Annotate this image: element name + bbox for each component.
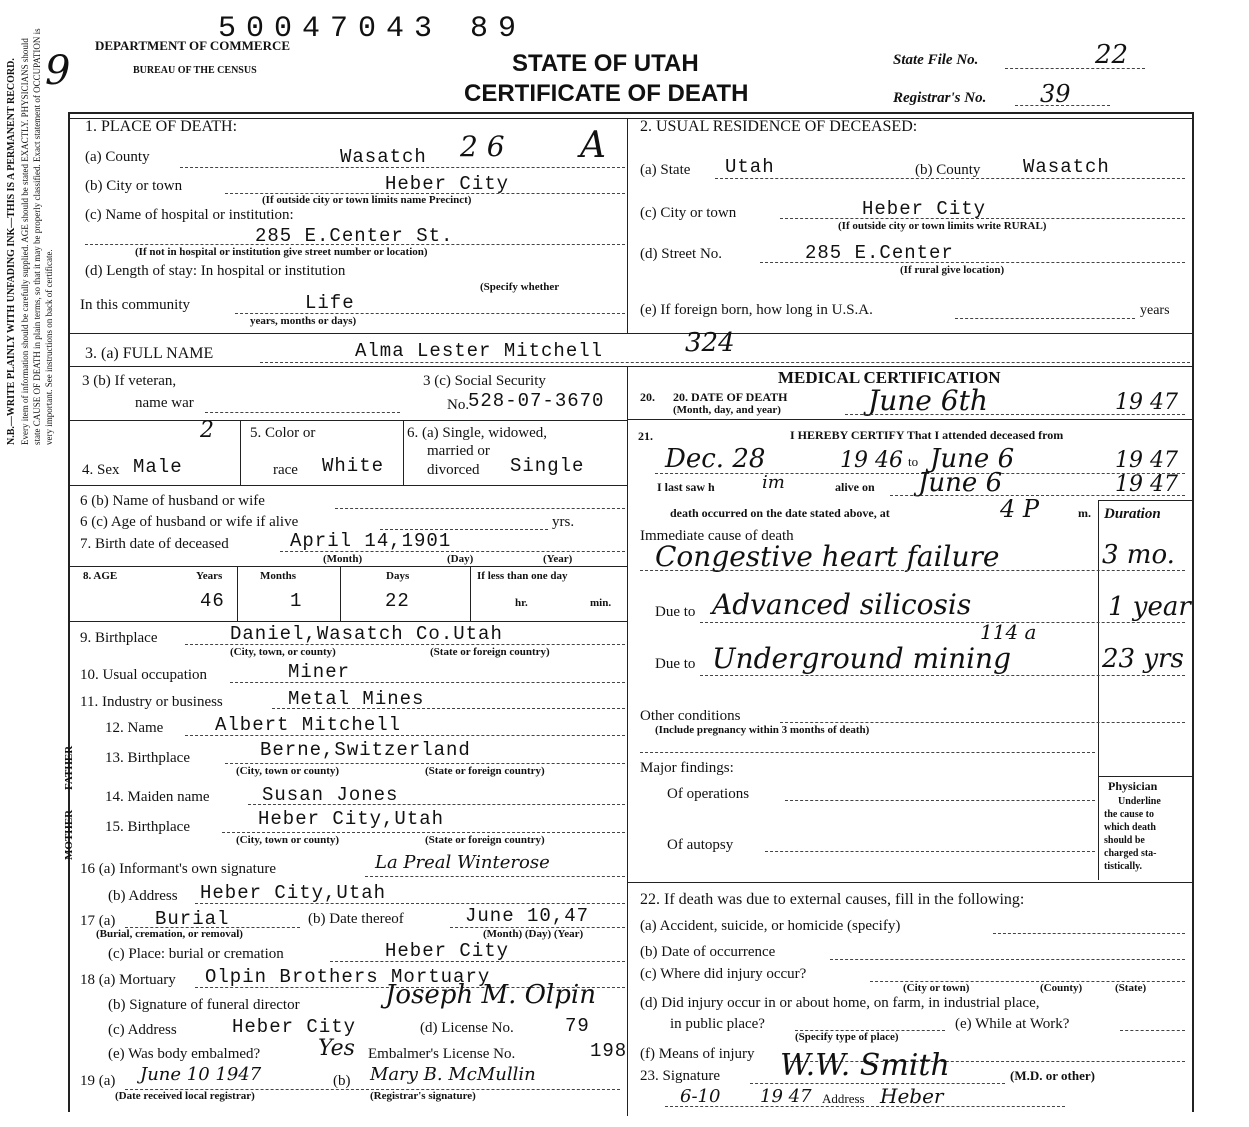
birth-year-note: (Year) <box>543 553 573 565</box>
death-occurred-label: death occurred on the date stated above, at <box>670 506 890 520</box>
state-file-label: State File No. <box>893 52 979 68</box>
marital-label: 6. (a) Single, widowed, <box>407 425 547 441</box>
last-saw-pronoun: im <box>762 472 785 493</box>
community-value: Life <box>305 292 355 314</box>
age-less-label: If less than one day <box>477 570 568 582</box>
age-days-value: 22 <box>385 590 410 612</box>
due-to-1-extra: 114 a <box>980 620 1037 644</box>
ssn-value: 528-07-3670 <box>468 390 605 412</box>
name-war-label: name war <box>135 395 194 411</box>
due-to-2-duration: 23 yrs <box>1102 644 1184 674</box>
stay-label: (d) Length of stay: In hospital or institution <box>85 263 346 279</box>
physician-text-5: charged sta- <box>1104 848 1157 859</box>
birthplace-note-1: (City, town, or county) <box>230 646 336 658</box>
mother-bp-note-2: (State or foreign country) <box>425 834 545 846</box>
registrar-label: 19 (a) <box>80 1073 116 1089</box>
death-county-value: Wasatch <box>340 146 427 168</box>
birth-date-value: April 14,1901 <box>290 530 452 552</box>
residence-county-value: Wasatch <box>1023 156 1110 178</box>
age-hr: hr. <box>515 597 528 609</box>
external-d: (d) Did injury occur in or about home, on farm, in industrial place, <box>640 995 1040 1011</box>
birthplace-label: 9. Birthplace <box>80 630 158 646</box>
physician-md-label: (M.D. or other) <box>1010 1068 1095 1083</box>
full-name-extra: 324 <box>685 328 735 358</box>
attended-from-year: 19 46 <box>840 448 903 473</box>
death-time-m: m. <box>1078 506 1091 520</box>
race-label: race <box>273 462 298 478</box>
state-file-number: 22 <box>1095 40 1129 70</box>
other-conditions-note: (Include pregnancy within 3 months of death) <box>655 724 870 736</box>
alive-on-value: June 6 <box>918 468 1003 498</box>
informant-label: 16 (a) Informant's own signature <box>80 861 276 877</box>
registrar-no-label: Registrar's No. <box>893 90 987 106</box>
residence-street-label: (d) Street No. <box>640 246 723 262</box>
industry-label: 11. Industry or business <box>80 694 223 710</box>
physician-signature-label: 23. Signature <box>640 1068 720 1084</box>
father-side-label: FATHER <box>63 745 75 790</box>
industry-value: Metal Mines <box>288 688 425 710</box>
residence-street-note: (If rural give location) <box>900 264 1005 276</box>
external-c-note-1: (City or town) <box>903 982 970 994</box>
burial-date-value: June 10,47 <box>465 905 590 927</box>
burial-note: (Burial, cremation, or removal) <box>96 928 243 940</box>
sex-label: 4. Sex <box>82 462 120 478</box>
spouse-age-label: 6 (c) Age of husband or wife if alive <box>80 514 299 530</box>
external-d-2: in public place? <box>670 1016 765 1032</box>
spouse-age-yrs: yrs. <box>552 514 575 530</box>
age-min: min. <box>590 597 612 609</box>
immediate-cause-duration: 3 mo. <box>1102 540 1175 570</box>
attended-to-label: to <box>908 454 919 469</box>
informant-address-label: (b) Address <box>108 888 178 904</box>
death-city-label: (b) City or town <box>85 178 183 194</box>
burial-value: Burial <box>155 908 230 930</box>
father-birthplace-label: 13. Birthplace <box>105 750 190 766</box>
death-county-label: (a) County <box>85 149 150 165</box>
foreign-born-years: years <box>1140 303 1170 318</box>
physician-sign-year: 19 47 <box>760 1086 812 1107</box>
birthplace-value: Daniel,Wasatch Co.Utah <box>230 623 503 645</box>
external-e: (e) While at Work? <box>955 1016 1070 1032</box>
age-days-label: Days <box>386 570 410 582</box>
place-of-death-title: 1. PLACE OF DEATH: <box>85 118 238 135</box>
side-instruction-2: state CAUSE OF DEATH in plain terms, so that it may be properly classified. Exact statement of OCCUPATION is <box>32 28 42 445</box>
registrar-number: 39 <box>1040 80 1071 108</box>
death-city-value: Heber City <box>385 173 510 195</box>
burial-label: 17 (a) <box>80 913 116 929</box>
residence-city-label: (c) City or town <box>640 205 737 221</box>
residence-state-label: (a) State <box>640 162 691 178</box>
marital-value: Single <box>510 455 585 477</box>
funeral-director-signature: Joseph M. Olpin <box>385 980 596 1010</box>
death-date-label: 20. DATE OF DEATH <box>673 390 788 404</box>
informant-signature: La Preal Winterose <box>375 852 550 873</box>
residence-title: 2. USUAL RESIDENCE OF DECEASED: <box>640 118 918 135</box>
external-title: 22. If death was due to external causes, fill in the following: <box>640 891 1025 908</box>
mother-birthplace-value: Heber City,Utah <box>258 808 445 830</box>
alive-on-label: alive on <box>835 480 875 494</box>
physician-signature: W.W. Smith <box>780 1048 950 1083</box>
ssn-no-label: No. <box>447 397 470 413</box>
document-number-stamp: 50047043 89 <box>218 12 527 46</box>
age-years-label: Years <box>196 570 223 582</box>
age-label: 8. AGE <box>83 570 118 582</box>
external-b: (b) Date of occurrence <box>640 944 776 960</box>
hospital-value: 285 E.Center St. <box>255 225 454 247</box>
burial-date-note: (Month) (Day) (Year) <box>483 928 584 940</box>
mother-bp-note-1: (City, town or county) <box>236 834 340 846</box>
immediate-cause-label: Immediate cause of death <box>640 528 794 544</box>
registrar-signature: Mary B. McMullin <box>370 1064 536 1085</box>
physician-text-4: should be <box>1104 835 1145 846</box>
duration-label: Duration <box>1104 506 1161 522</box>
foreign-born-label: (e) If foreign born, how long in U.S.A. <box>640 302 873 318</box>
due-to-1-value: Advanced silicosis <box>712 588 972 621</box>
embalmed-value: Yes <box>318 1036 355 1061</box>
side-instruction-1: Every item of information should be carefully supplied. AGE should be stated EXACTLY. PHYSICIANS should <box>20 38 30 445</box>
father-birthplace-value: Berne,Switzerland <box>260 739 471 761</box>
mortuary-label: 18 (a) Mortuary <box>80 972 176 988</box>
age-months-label: Months <box>260 570 297 582</box>
physician-text-2: the cause to <box>1104 809 1154 820</box>
department-label: DEPARTMENT OF COMMERCE <box>95 38 291 53</box>
burial-place-label: (c) Place: burial or cremation <box>108 946 284 962</box>
immediate-cause-value: Congestive heart failure <box>655 540 1000 573</box>
birthplace-note-2: (State or foreign country) <box>430 646 550 658</box>
certify-text: I HEREBY CERTIFY That I attended deceased from <box>790 428 1064 442</box>
race-value: White <box>322 455 385 477</box>
attended-to-year: 19 47 <box>1115 448 1178 473</box>
license-value: 79 <box>565 1015 590 1037</box>
external-d-note: (Specify type of place) <box>795 1031 899 1043</box>
residence-street-value: 285 E.Center <box>805 242 954 264</box>
father-bp-note-1: (City, town or county) <box>236 765 340 777</box>
other-conditions-label: Other conditions <box>640 708 741 724</box>
funeral-director-label: (b) Signature of funeral director <box>108 997 300 1013</box>
full-name-value: Alma Lester Mitchell <box>355 340 604 362</box>
physician-text-1: Underline <box>1118 796 1161 807</box>
age-months-value: 1 <box>290 590 303 612</box>
burial-date-label: (b) Date thereof <box>308 911 404 927</box>
father-name-value: Albert Mitchell <box>215 714 402 736</box>
death-date-value: June 6th <box>868 384 988 417</box>
major-findings-label: Major findings: <box>640 760 734 776</box>
registrar-sig-label: (b) <box>333 1073 351 1089</box>
mortuary-address-label: (c) Address <box>108 1022 177 1038</box>
hospital-note: (If not in hospital or institution give street number or location) <box>135 246 428 258</box>
certificate-title: CERTIFICATE OF DEATH <box>464 80 749 107</box>
physician-address-value: Heber <box>880 1084 944 1108</box>
residence-county-label: (b) County <box>915 162 981 178</box>
external-a: (a) Accident, suicide, or homicide (specify) <box>640 918 901 934</box>
full-name-label: 3. (a) FULL NAME <box>85 345 214 362</box>
residence-city-value: Heber City <box>862 198 987 220</box>
external-c: (c) Where did injury occur? <box>640 966 807 982</box>
residence-state-value: Utah <box>725 156 775 178</box>
death-date-year: 19 47 <box>1115 390 1178 415</box>
community-note: years, months or days) <box>250 315 357 327</box>
physician-text-3: which death <box>1104 822 1156 833</box>
license-label: (d) License No. <box>420 1020 514 1036</box>
birth-day-note: (Day) <box>447 553 474 565</box>
marital-label-3: divorced <box>427 462 480 478</box>
birth-date-label: 7. Birth date of deceased <box>80 536 229 552</box>
of-autopsy-label: Of autopsy <box>667 837 734 853</box>
physician-sign-date: 6-10 <box>680 1086 721 1107</box>
external-c-note-2: (County) <box>1040 982 1083 994</box>
death-city-note: (If outside city or town limits name Precinct) <box>262 194 472 206</box>
last-saw-label: I last saw h <box>657 480 715 494</box>
birth-month-note: (Month) <box>323 553 363 565</box>
hospital-label: (c) Name of hospital or institution: <box>85 207 294 223</box>
mother-side-label: MOTHER <box>63 809 75 860</box>
death-date-note: (Month, day, and year) <box>673 404 781 416</box>
physician-text-6: tistically. <box>1104 861 1143 872</box>
father-bp-note-2: (State or foreign country) <box>425 765 545 777</box>
due-to-1-label: Due to <box>655 604 696 620</box>
ssn-label: 3 (c) Social Security <box>423 373 546 389</box>
mother-birthplace-label: 15. Birthplace <box>105 819 190 835</box>
mother-maiden-value: Susan Jones <box>262 784 399 806</box>
medical-title: MEDICAL CERTIFICATION <box>778 368 1001 387</box>
mortuary-address-value: Heber City <box>232 1016 357 1038</box>
bureau-label: BUREAU OF THE CENSUS <box>133 65 257 76</box>
alive-on-year: 19 47 <box>1115 472 1178 497</box>
attended-from: Dec. 28 <box>665 444 766 474</box>
registrar-date: June 10 1947 <box>140 1064 262 1085</box>
specify-note: (Specify whether <box>480 281 560 293</box>
mother-maiden-label: 14. Maiden name <box>105 789 210 805</box>
physician-box-title: Physician <box>1108 779 1158 793</box>
embalmer-license-label: Embalmer's License No. <box>368 1046 516 1062</box>
community-label: In this community <box>80 297 190 313</box>
death-time: 4 P <box>1000 495 1040 523</box>
embalmed-label: (e) Was body embalmed? <box>108 1046 261 1062</box>
color-label: 5. Color or <box>250 425 316 441</box>
veteran-label: 3 (b) If veteran, <box>82 373 177 389</box>
sex-value: Male <box>133 456 183 478</box>
side-instruction-3: very important. See instructions on back of certificate. <box>44 249 54 445</box>
registrar-note-1: (Date received local registrar) <box>115 1090 255 1102</box>
occupation-value: Miner <box>288 661 351 683</box>
marital-label-2: married or <box>427 443 490 459</box>
certify-number: 21. <box>638 429 653 443</box>
mortuary-value: Olpin Brothers Mortuary <box>205 966 491 988</box>
father-name-label: 12. Name <box>105 720 164 736</box>
residence-city-note: (If outside city or town limits write RURAL) <box>838 220 1047 232</box>
external-f: (f) Means of injury <box>640 1046 755 1062</box>
registrar-note-2: (Registrar's signature) <box>370 1090 476 1102</box>
external-c-note-3: (State) <box>1115 982 1147 994</box>
corner-mark: 9 <box>45 48 71 94</box>
due-to-1-duration: 1 year <box>1108 592 1191 622</box>
informant-address-value: Heber City,Utah <box>200 882 387 904</box>
attended-to: June 6 <box>930 444 1015 474</box>
spouse-name-label: 6 (b) Name of husband or wife <box>80 493 265 509</box>
occupation-label: 10. Usual occupation <box>80 667 208 683</box>
embalmer-license-value: 198 <box>590 1040 628 1062</box>
due-to-2-label: Due to <box>655 656 696 672</box>
burial-place-value: Heber City <box>385 940 510 962</box>
physician-address-label: Address <box>822 1091 865 1106</box>
due-to-2-value: Underground mining <box>712 642 1012 675</box>
of-operations-label: Of operations <box>667 786 750 802</box>
state-title: STATE OF UTAH <box>512 50 699 77</box>
age-years-value: 46 <box>200 590 225 612</box>
side-warning: N.B.—WRITE PLAINLY WITH UNFADING INK—THIS IS A PERMANENT RECORD. <box>6 58 17 445</box>
